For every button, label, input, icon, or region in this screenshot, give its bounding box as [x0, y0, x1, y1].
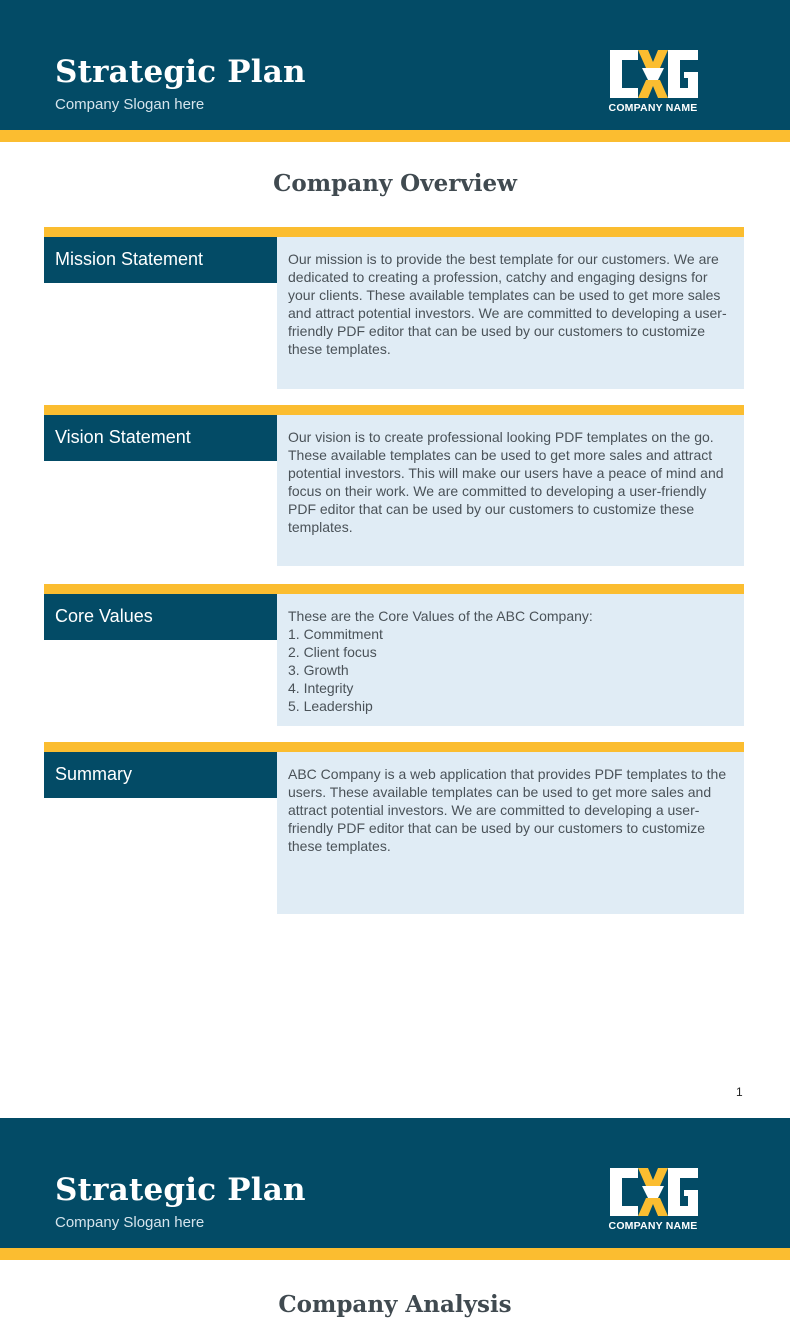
block-accent-bar [44, 227, 744, 237]
block-label: Vision Statement [44, 415, 277, 461]
block-accent-bar [44, 405, 744, 415]
header-slogan: Company Slogan here [55, 96, 205, 113]
core-values-intro: These are the Core Values of the ABC Company: [288, 608, 593, 624]
block-text: Our mission is to provide the best template for our customers. We are dedicated to creating a profession, catchy and engaging designs for your clients. These available templates can be used to get more sales and attract potential investors. We are committed to developing a user-friendly PDF editor that can be used by our customers to customize these templates. [277, 237, 744, 389]
block-accent-bar [44, 584, 744, 594]
block-accent-bar [44, 742, 744, 752]
core-value-item: 5. Leadership [288, 698, 373, 714]
block-text: Our vision is to create professional looking PDF templates on the go. These available templates can be used to get more sales and attract potential investors. This will make our users have a peace of mind and focus on their work. We are committed to developing a user-friendly PDF editor that can be used by our customers to customize these templates. [277, 415, 744, 566]
logo-mark-icon [604, 46, 702, 102]
company-logo [604, 1164, 702, 1234]
logo-mark-icon [604, 1164, 702, 1220]
section-title-overview: Company Overview [273, 170, 517, 197]
core-value-item: 2. Client focus [288, 644, 377, 660]
block-text [277, 594, 744, 726]
core-value-item: 1. Commitment [288, 626, 383, 642]
core-value-item: 3. Growth [288, 662, 349, 678]
vision-block [44, 405, 744, 566]
header-title: Strategic Plan [55, 54, 306, 90]
header-stripe [0, 130, 790, 142]
header-title: Strategic Plan [55, 1172, 306, 1208]
section-title-analysis: Company Analysis [278, 1291, 512, 1318]
page-number: 1 [736, 1085, 743, 1099]
logo-company-name: COMPANY NAME [608, 102, 698, 114]
company-logo [604, 46, 702, 116]
block-label: Core Values [44, 594, 277, 640]
block-text: ABC Company is a web application that provides PDF templates to the users. These available templates can be used to get more sales and attract potential investors. We are committed to developing a user-friendly PDF editor that can be used by our customers to customize these templates. [277, 752, 744, 914]
page2-header [0, 1118, 790, 1248]
summary-block [44, 742, 744, 914]
logo-company-name: COMPANY NAME [608, 1220, 698, 1232]
page1-header [0, 0, 790, 130]
mission-block [44, 227, 744, 389]
header-slogan: Company Slogan here [55, 1214, 205, 1231]
core-value-item: 4. Integrity [288, 680, 354, 696]
header-stripe [0, 1248, 790, 1260]
block-label: Mission Statement [44, 237, 277, 283]
core-values-block [44, 584, 744, 726]
block-label: Summary [44, 752, 277, 798]
